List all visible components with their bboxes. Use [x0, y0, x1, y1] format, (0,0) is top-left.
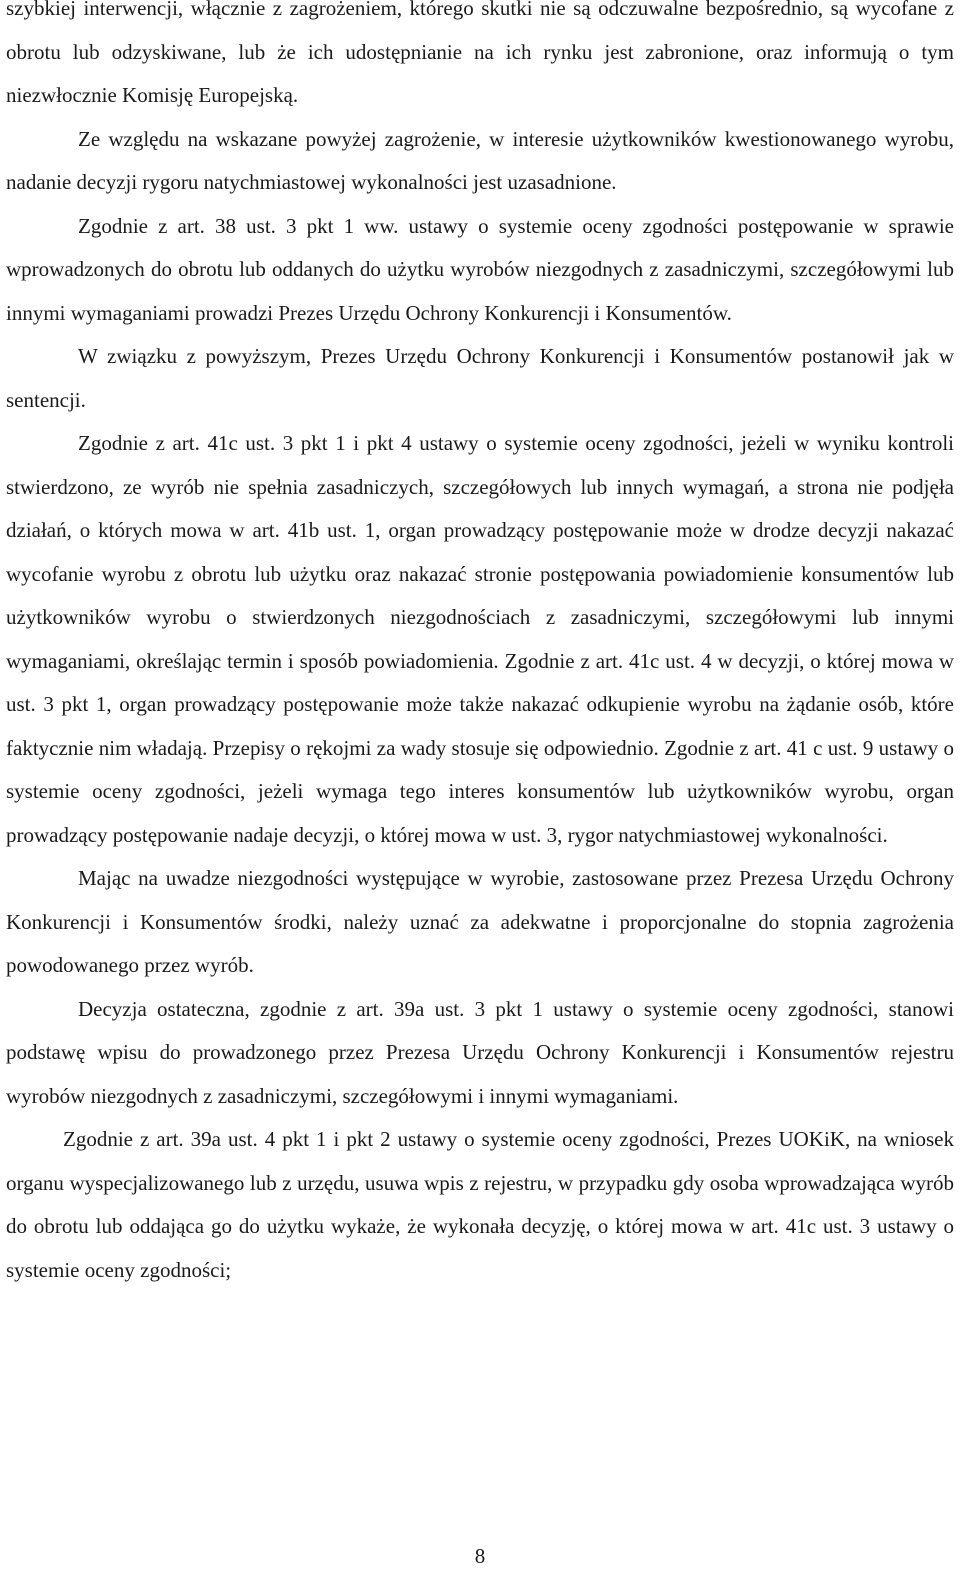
page-number: 8	[474, 1544, 486, 1568]
paragraph-art-41c: Zgodnie z art. 41c ust. 3 pkt 1 i pkt 4 ustawy o systemie oceny zgodności, jeżeli w wyniku kontroli stwierdzono, ze wyrób nie spełnia zasadniczych, szczegółowych lub innych wymagań, a strona nie podjęła działań, o których mowa w art. 41b ust. 1, organ prowadzący postępowanie może w drodze decyzji nakazać wycofanie wyrobu z obrotu lub użytku oraz nakazać stronie postępowania powiadomienie konsumentów lub użytkowników wyrobu o stwierdzonych niezgodnościach z zasadniczymi, szczegółowymi lub innymi wymaganiami, określając termin i sposób powiadomienia. Zgodnie z art. 41c ust. 4 w decyzji, o której mowa w ust. 3 pkt 1, organ prowadzący postępowanie może także nakazać odkupienie wyrobu na żądanie osób, które faktycznie nim władają. Przepisy o rękojmi za wady stosuje się odpowiednio. Zgodnie z art. 41 c ust. 9 ustawy o systemie oceny zgodności, jeżeli wymaga tego interes konsumentów lub użytkowników wyrobu, organ prowadzący postępowanie nadaje decyzji, o której mowa w ust. 3, rygor natychmiastowej wykonalności.	[6, 431, 954, 847]
paragraph-immediate-enforceability: Ze względu na wskazane powyżej zagrożenie, w interesie użytkowników kwestionowanego wyrobu, nadanie decyzji rygoru natychmiastowej wykonalności jest uzasadnione.	[6, 126, 954, 194]
paragraph-continuation: szybkiej interwencji, włącznie z zagrożeniem, którego skutki nie są odczuwalne bezpośrednio, są wycofane z obrotu lub odzyskiwane, lub że ich udostępnianie na ich rynku jest zabronione, oraz informują o tym niezwłocznie Komisję Europejską.	[6, 0, 954, 107]
paragraph-art-38: Zgodnie z art. 38 ust. 3 pkt 1 ww. ustawy o systemie oceny zgodności postępowanie w sprawie wprowadzonych do obrotu lub oddanych do użytku wyrobów niezgodnych z zasadniczymi, szczegółowymi lub innymi wymaganiami prowadzi Prezes Urzędu Ochrony Konkurencji i Konsumentów.	[6, 213, 954, 325]
document-body	[6, 0, 954, 1292]
paragraph-decision: W związku z powyższym, Prezes Urzędu Ochrony Konkurencji i Konsumentów postanowił jak w sentencji.	[6, 344, 954, 412]
paragraph-art-39a-ust-4: Zgodnie z art. 39a ust. 4 pkt 1 i pkt 2 ustawy o systemie oceny zgodności, Prezes UOKiK, na wniosek organu wyspecjalizowanego lub z urzędu, usuwa wpis z rejestru, w przypadku gdy osoba wprowadzająca wyrób do obrotu lub oddająca go do użytku wykaże, że wykonała decyzję, o której mowa w art. 41c ust. 3 ustawy o systemie oceny zgodności;	[6, 1127, 954, 1282]
paragraph-proportionality: Mając na uwadze niezgodności występujące w wyrobie, zastosowane przez Prezesa Urzędu Ochrony Konkurencji i Konsumentów środki, należy uznać za adekwatne i proporcjonalne do stopnia zagrożenia powodowanego przez wyrób.	[6, 866, 954, 977]
paragraph-art-39a-ust-3: Decyzja ostateczna, zgodnie z art. 39a ust. 3 pkt 1 ustawy o systemie oceny zgodności, stanowi podstawę wpisu do prowadzonego przez Prezesa Urzędu Ochrony Konkurencji i Konsumentów rejestru wyrobów niezgodnych z zasadniczymi, szczegółowymi i innymi wymaganiami.	[6, 996, 954, 1108]
